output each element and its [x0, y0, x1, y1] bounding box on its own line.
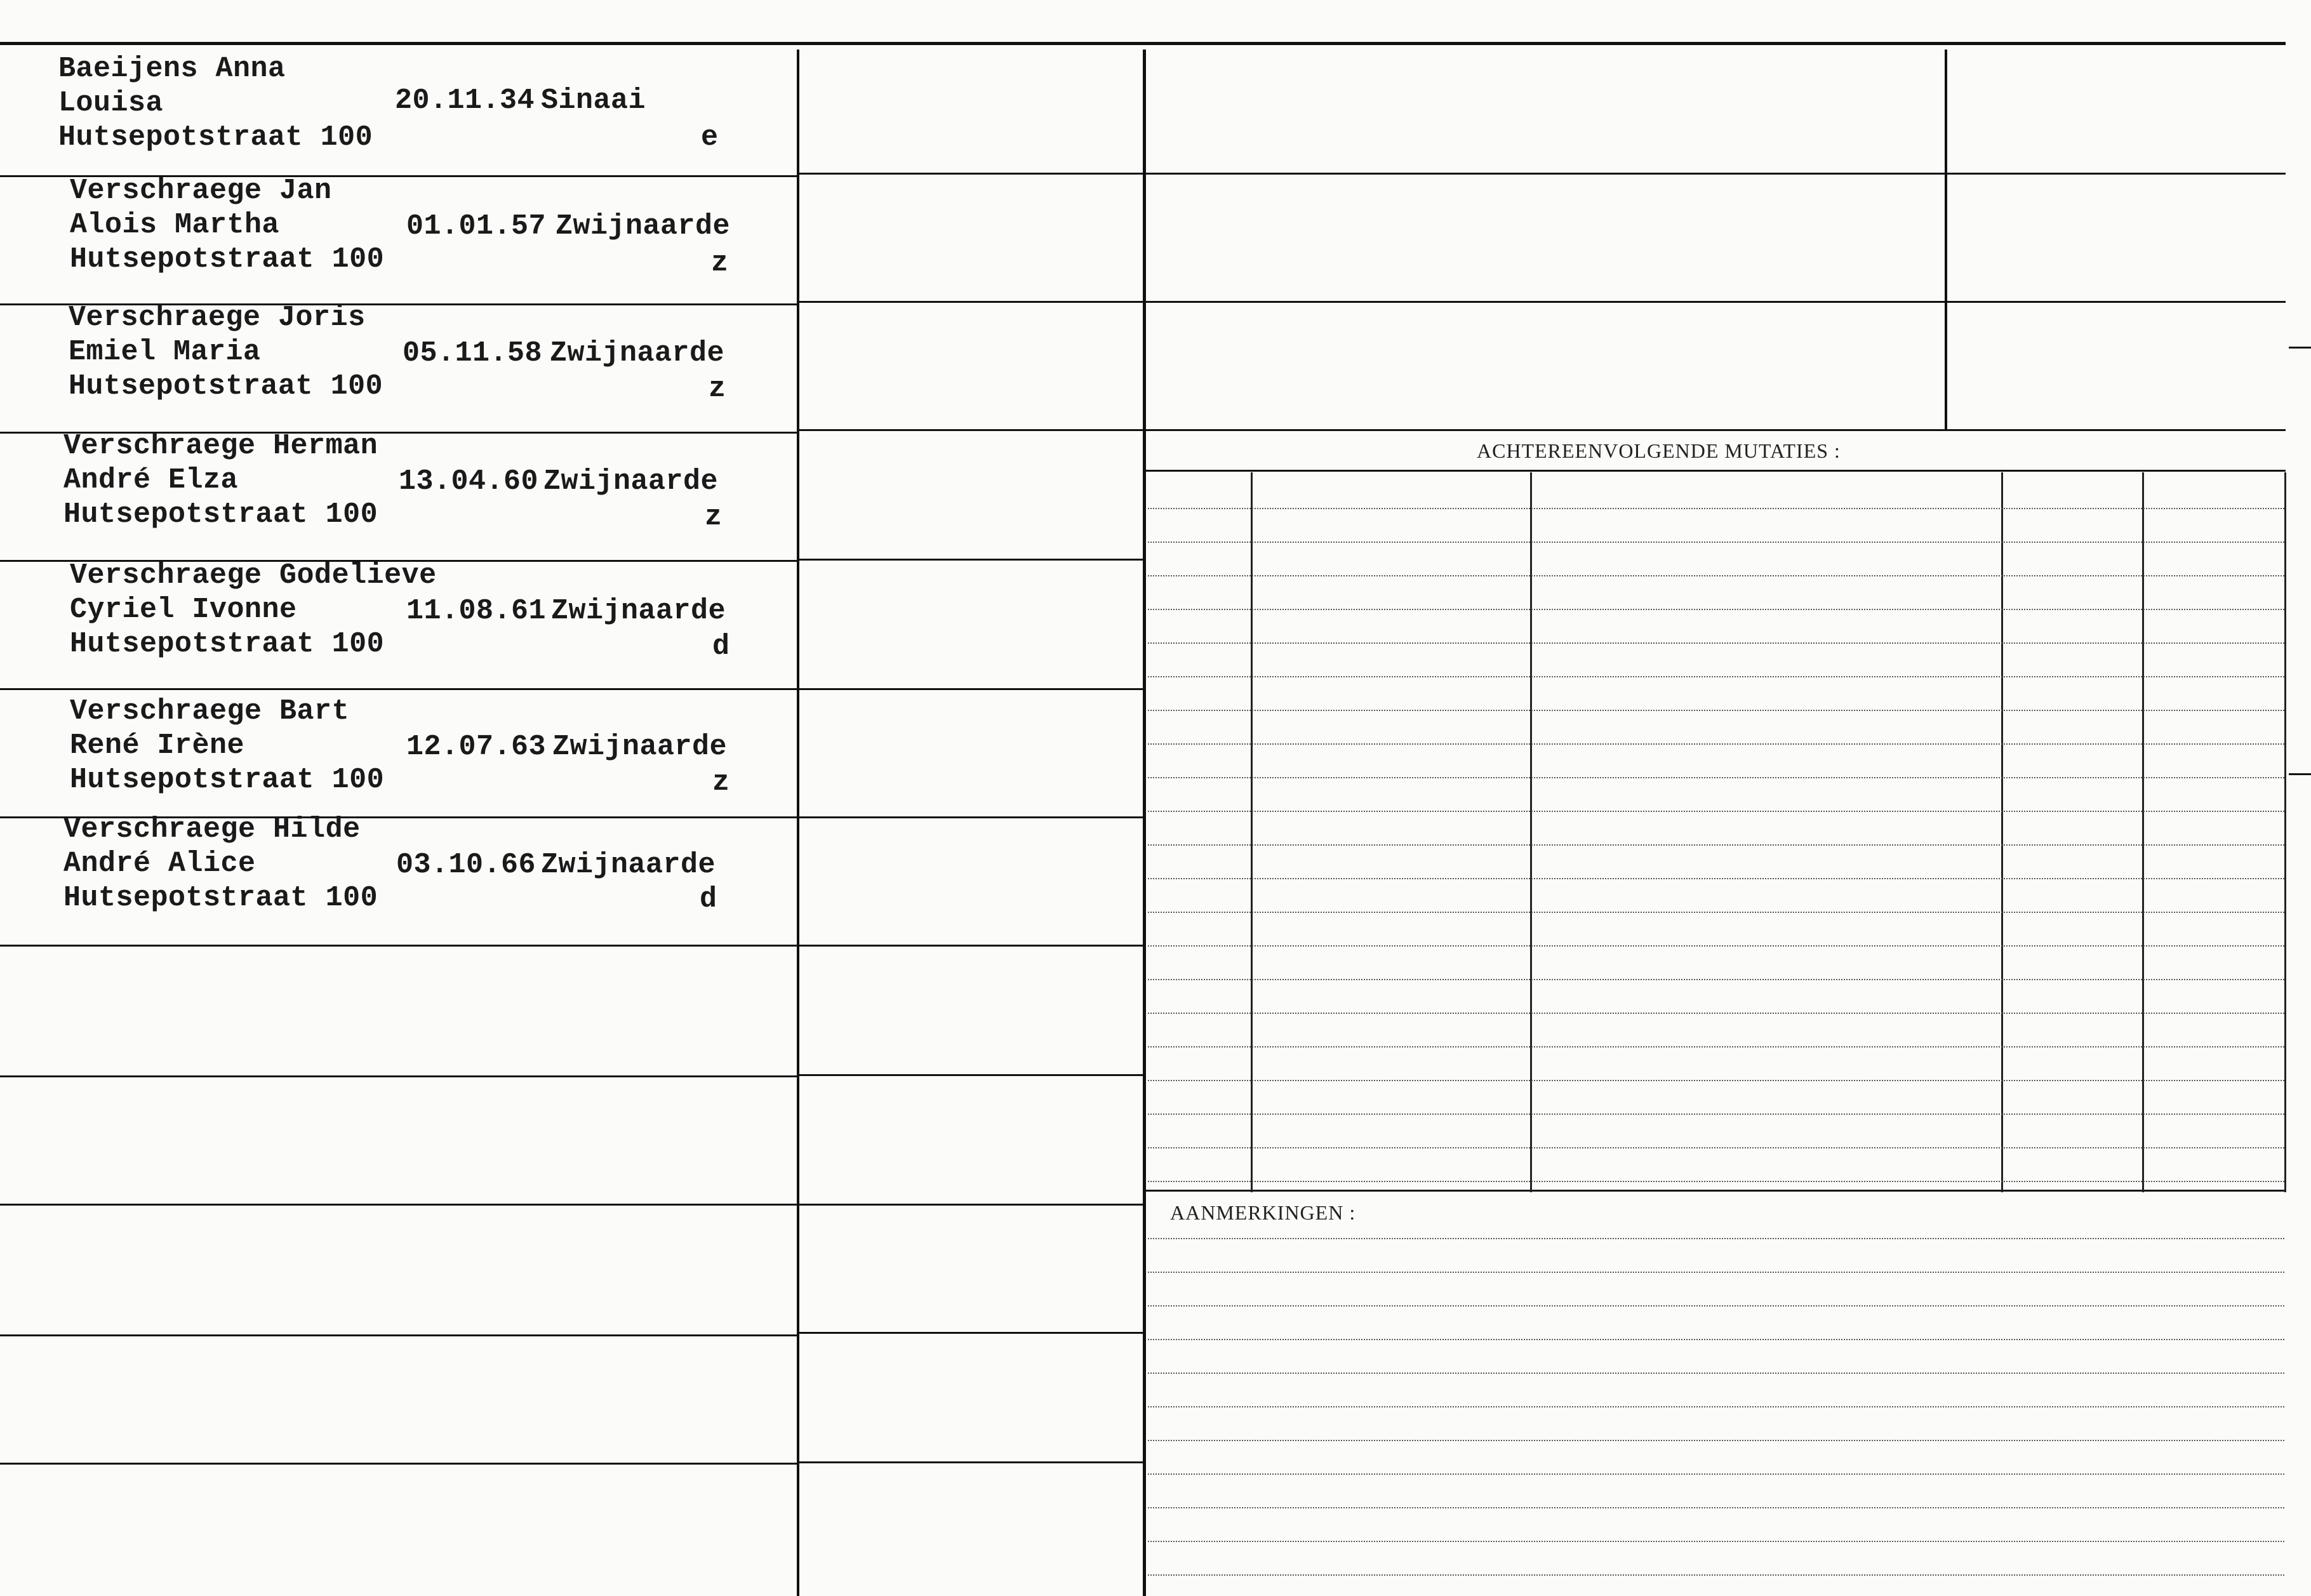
mutation-rule-line [1148, 575, 2284, 576]
mutation-rule-line [1148, 878, 2284, 879]
mutation-rule-line [1148, 1080, 2284, 1081]
remark-rule-line [1148, 1473, 2284, 1475]
remark-rule-line [1148, 1574, 2284, 1576]
person-entry [69, 301, 799, 422]
row-separator [0, 1204, 797, 1206]
person-address: Hutsepotstraat 100 [70, 628, 385, 660]
row-separator [799, 1204, 1143, 1206]
row-separator [799, 301, 1143, 303]
remark-rule-line [1148, 1541, 2284, 1542]
remark-rule-line [1148, 1440, 2284, 1441]
remark-rule-line [1148, 1272, 2284, 1273]
mutation-rule-line [1148, 609, 2284, 610]
birth-date: 11.08.61 [406, 595, 547, 627]
row-separator [1146, 173, 2286, 175]
row-separator [799, 1461, 1143, 1463]
person-middle-names: André Elza [63, 464, 239, 496]
person-middle-names: René Irène [70, 729, 245, 762]
person-middle-names: Emiel Maria [69, 336, 261, 368]
birth-place: Zwijnaarde [556, 210, 731, 243]
person-name: Verschraege Herman [63, 430, 378, 462]
mutations-column-line [2142, 472, 2144, 1192]
mutations-column-line [1251, 472, 1253, 1192]
person-name: Verschraege Godelieve [70, 559, 437, 592]
remark-rule-line [1148, 1373, 2284, 1374]
person-entry [70, 695, 800, 815]
person-middle-names: Louisa [58, 87, 164, 119]
person-address: Hutsepotstraat 100 [70, 243, 385, 276]
status-code: z [712, 766, 730, 799]
mutation-rule-line [1148, 945, 2284, 947]
row-separator [799, 559, 1143, 561]
mutation-rule-line [1148, 912, 2284, 913]
column-divider-right-top [1945, 50, 1947, 430]
row-separator [0, 945, 797, 947]
mutation-rule-line [1148, 777, 2284, 778]
top-border [0, 42, 2286, 45]
mutation-rule-line [1148, 710, 2284, 711]
person-entry [63, 813, 794, 933]
birth-date: 03.10.66 [396, 849, 536, 881]
row-separator [0, 1463, 797, 1465]
mutation-rule-line [1148, 1013, 2284, 1014]
mutation-rule-line [1148, 1147, 2284, 1148]
person-address: Hutsepotstraat 100 [69, 370, 383, 402]
mutation-rule-line [1148, 1046, 2284, 1047]
remark-rule-line [1148, 1339, 2284, 1340]
birth-date: 13.04.60 [399, 465, 539, 498]
person-name: Verschraege Hilde [63, 813, 361, 846]
birth-place: Zwijnaarde [550, 337, 725, 369]
birth-place: Zwijnaarde [552, 731, 728, 763]
status-code: e [701, 121, 719, 154]
mutation-rule-line [1148, 811, 2284, 812]
mutation-rule-line [1148, 1181, 2284, 1182]
edge-tick [2289, 773, 2311, 775]
person-entry [63, 429, 794, 550]
person-entry [70, 174, 800, 295]
mutations-column-line [1530, 472, 1532, 1192]
status-code: z [705, 501, 723, 533]
person-name: Verschraege Jan [70, 175, 332, 207]
mutations-heading: ACHTEREENVOLGENDE MUTATIES : [1477, 439, 1841, 462]
row-separator [799, 816, 1143, 818]
mutation-rule-line [1148, 1114, 2284, 1115]
status-code: z [711, 247, 729, 279]
birth-date: 01.01.57 [406, 210, 547, 243]
remark-rule-line [1148, 1406, 2284, 1407]
mutation-rule-line [1148, 743, 2284, 745]
row-separator [799, 1074, 1143, 1076]
mutations-column-line [2284, 472, 2286, 1192]
row-separator [0, 1075, 797, 1077]
person-middle-names: André Alice [63, 848, 256, 880]
remark-rule-line [1148, 1305, 2284, 1307]
mutations-top-rule [1146, 470, 2286, 472]
birth-place: Zwijnaarde [541, 849, 716, 881]
mutation-rule-line [1148, 508, 2284, 509]
status-code: d [712, 630, 730, 663]
mutation-rule-line [1148, 542, 2284, 543]
row-separator [799, 688, 1143, 690]
row-separator [1146, 301, 2286, 303]
row-separator [799, 173, 1143, 175]
row-separator [0, 688, 797, 690]
birth-date: 12.07.63 [406, 731, 547, 763]
mutation-rule-line [1148, 844, 2284, 846]
remark-rule-line [1148, 1238, 2284, 1239]
mutation-rule-line [1148, 979, 2284, 980]
person-address: Hutsepotstraat 100 [63, 498, 378, 531]
person-entry [70, 559, 800, 679]
remarks-heading: AANMERKINGEN : [1170, 1201, 1356, 1224]
mutations-column-line [2001, 472, 2003, 1192]
birth-date: 05.11.58 [403, 337, 543, 369]
person-address: Hutsepotstraat 100 [70, 764, 385, 796]
birth-place: Zwijnaarde [551, 595, 726, 627]
person-address: Hutsepotstraat 100 [63, 882, 378, 914]
person-name: Verschraege Joris [69, 302, 366, 334]
status-code: z [709, 373, 726, 405]
column-divider-middle [1143, 50, 1146, 1596]
birth-date: 20.11.34 [395, 84, 535, 117]
remark-rule-line [1148, 1507, 2284, 1508]
person-name: Verschraege Bart [70, 695, 350, 728]
row-separator [799, 429, 1143, 431]
person-name: Baeijens Anna [58, 53, 286, 85]
person-entry [58, 52, 789, 173]
birth-place: Sinaai [541, 84, 646, 117]
row-separator [1146, 429, 2286, 431]
edge-tick [2289, 347, 2311, 349]
mutation-rule-line [1148, 676, 2284, 677]
mutations-bottom-rule [1146, 1190, 2286, 1192]
birth-place: Zwijnaarde [543, 465, 719, 498]
row-separator [799, 945, 1143, 947]
row-separator [799, 1332, 1143, 1334]
mutation-rule-line [1148, 642, 2284, 644]
person-middle-names: Cyriel Ivonne [70, 594, 297, 626]
row-separator [0, 1334, 797, 1336]
person-middle-names: Alois Martha [70, 209, 280, 241]
person-address: Hutsepotstraat 100 [58, 121, 373, 154]
status-code: d [700, 883, 717, 915]
